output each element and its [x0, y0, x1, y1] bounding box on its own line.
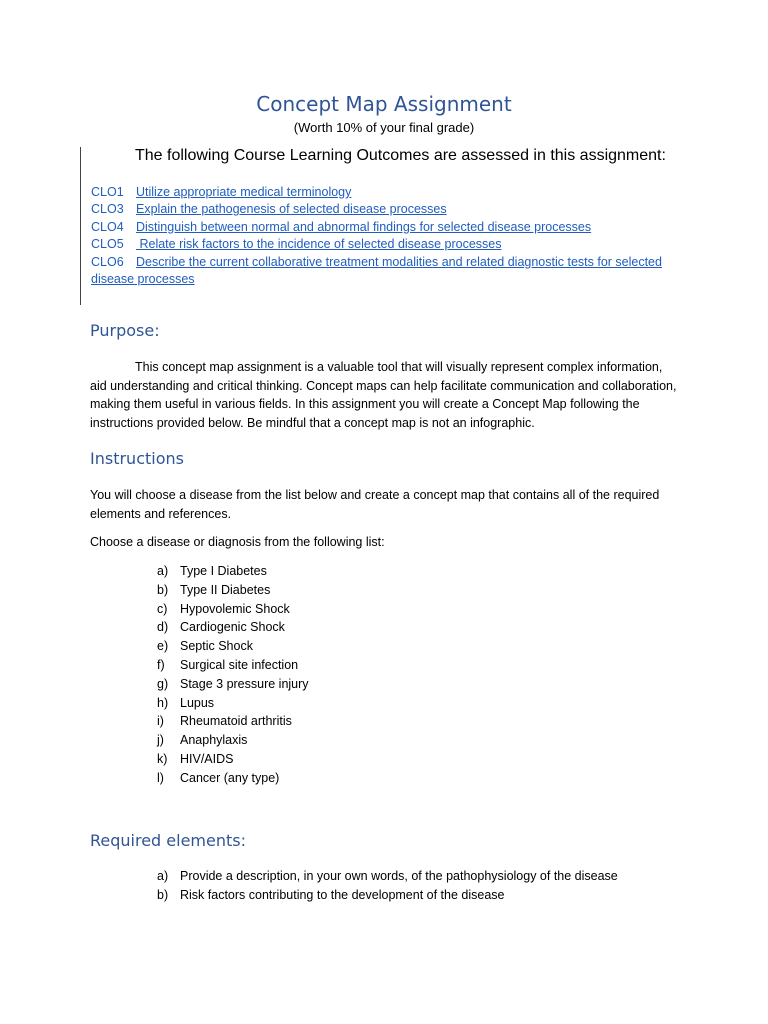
disease-item: [157, 600, 309, 619]
disease-name: Type I Diabetes: [180, 564, 267, 578]
disease-item: [157, 712, 309, 731]
required-element-item: [157, 886, 618, 905]
required-element-text: Risk factors contributing to the development of the disease: [180, 887, 505, 902]
learning-outcomes-intro: The following Course Learning Outcomes are assessed in this assignment:: [135, 147, 666, 164]
outcome-code: CLO1: [91, 185, 124, 199]
learning-outcome-link-clo4[interactable]: [91, 219, 687, 236]
purpose-text: This concept map assignment is a valuable tool that will visually represent complex information, aid understanding and critical thinking. Concept maps can help facilitate communication and collaboration, making them useful in various fields. In this assignment you will create a Concept Map following the instructions provided below. Be mindful that a concept map is not an infographic.: [90, 360, 677, 431]
list-marker: a): [157, 564, 169, 578]
list-marker: b): [157, 887, 169, 902]
learning-outcome-link-clo6[interactable]: [91, 254, 687, 289]
list-marker: i): [157, 714, 164, 729]
learning-outcome-link-clo1[interactable]: [91, 184, 687, 201]
disease-name: Hypovolemic Shock: [180, 601, 290, 616]
disease-item: [157, 618, 309, 637]
list-marker: e): [157, 639, 169, 654]
disease-item: [157, 750, 309, 769]
list-marker: g): [157, 676, 169, 691]
disease-item: [157, 731, 309, 750]
disease-item: [157, 637, 309, 656]
list-marker: d): [157, 620, 169, 635]
disease-item: [157, 694, 309, 713]
page-subtitle: (Worth 10% of your final grade): [293, 120, 475, 135]
outcome-text: Describe the current collaborative treatment modalities and related diagnostic tests for selected disease processes: [91, 254, 662, 287]
disease-item: [157, 656, 309, 675]
disease-name: Lupus: [180, 695, 215, 710]
instructions-paragraph: You will choose a disease from the list below and create a concept map that contains all of the required elements and references.: [90, 488, 660, 521]
disease-item: [157, 581, 309, 600]
list-marker: j): [157, 733, 164, 748]
disease-name: Septic Shock: [180, 639, 253, 654]
list-marker: k): [157, 751, 168, 766]
outcome-code: CLO4: [91, 219, 124, 234]
list-marker: f): [157, 657, 165, 672]
disease-name: Cancer (any type): [180, 770, 280, 785]
required-elements-heading: Required elements:: [90, 831, 246, 850]
page-title: Concept Map Assignment: [256, 92, 512, 116]
disease-name: HIV/AIDS: [180, 751, 234, 766]
disease-name: Surgical site infection: [180, 657, 299, 672]
disease-name: Cardiogenic Shock: [180, 620, 285, 635]
instructions-heading: Instructions: [90, 449, 184, 468]
required-element-text: Provide a description, in your own words, of the pathophysiology of the disease: [180, 869, 618, 883]
choose-disease-label: Choose a disease or diagnosis from the following list:: [90, 535, 385, 549]
learning-outcomes-list: [91, 184, 687, 288]
learning-outcome-link-clo3[interactable]: [91, 201, 687, 218]
disease-item: [157, 769, 309, 788]
purpose-paragraph: [90, 358, 680, 433]
purpose-heading: Purpose:: [90, 321, 160, 340]
disease-item: [157, 562, 309, 581]
outcome-text: Relate risk factors to the incidence of selected disease processes: [136, 237, 502, 252]
required-element-item: [157, 867, 618, 886]
list-marker: c): [157, 601, 168, 616]
disease-name: Rheumatoid arthritis: [180, 714, 292, 729]
learning-outcome-link-clo5[interactable]: [91, 236, 687, 253]
list-marker: b): [157, 582, 169, 597]
required-elements-list: [157, 867, 618, 905]
learning-outcomes-block: [80, 147, 691, 305]
list-marker: a): [157, 869, 169, 883]
outcome-text: Distinguish between normal and abnormal findings for selected disease processes: [136, 219, 592, 234]
disease-list: [157, 562, 309, 788]
outcome-code: CLO6: [91, 254, 124, 269]
disease-name: Type II Diabetes: [180, 582, 271, 597]
disease-item: [157, 675, 309, 694]
outcome-text: Explain the pathogenesis of selected disease processes: [136, 202, 447, 217]
list-marker: h): [157, 695, 169, 710]
disease-name: Stage 3 pressure injury: [180, 676, 309, 691]
outcome-text: Utilize appropriate medical terminology: [136, 185, 352, 199]
outcome-code: CLO5: [91, 237, 124, 252]
outcome-code: CLO3: [91, 202, 124, 217]
disease-name: Anaphylaxis: [180, 733, 248, 748]
list-marker: l): [157, 770, 164, 785]
